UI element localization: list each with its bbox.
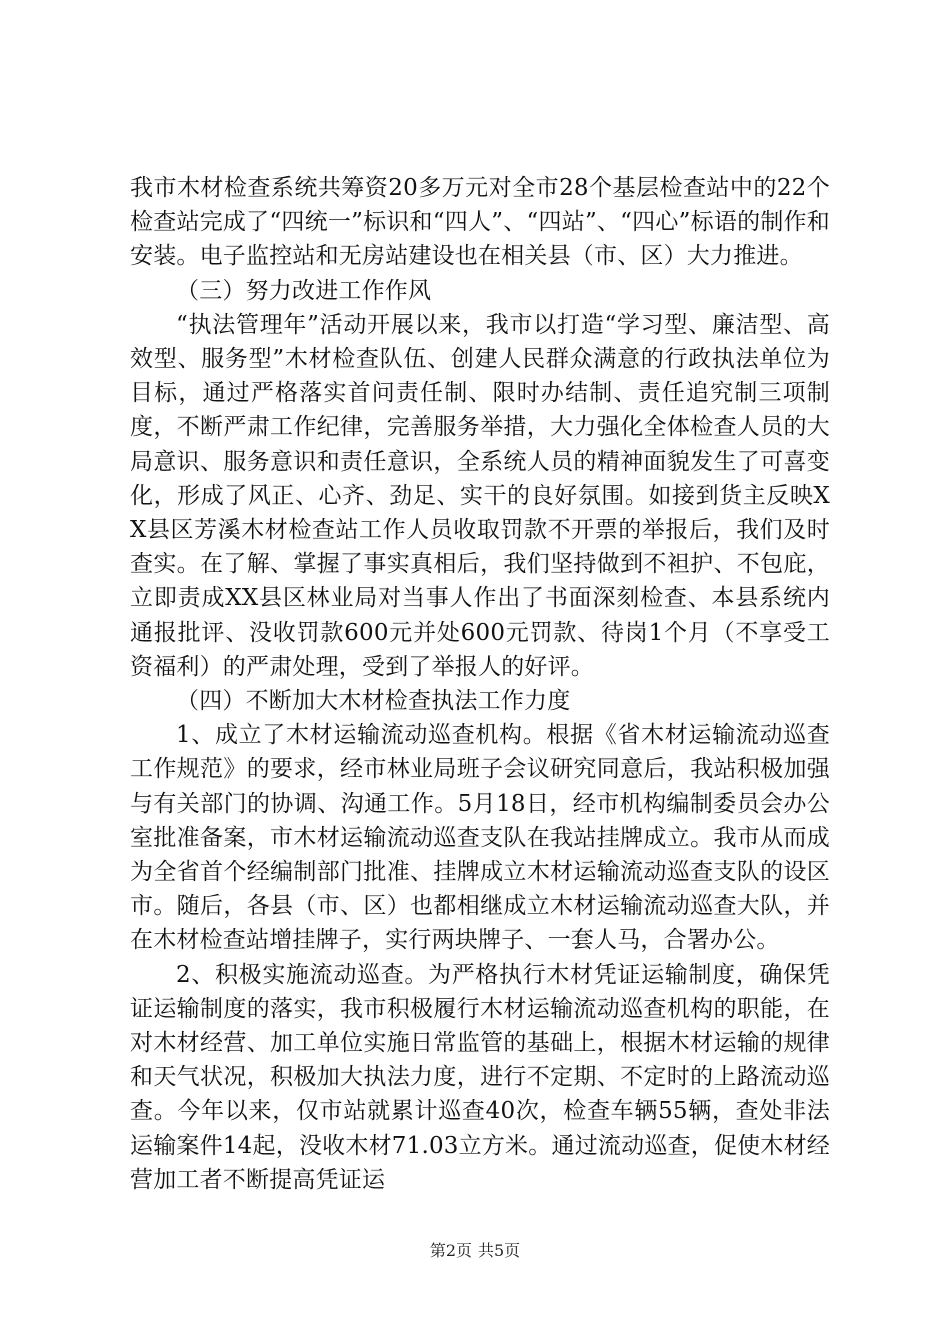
section-heading-4: （四）不断加大木材检查执法工作力度 [176, 688, 571, 715]
paragraph-work-style: “执法管理年”活动开展以来，我市以打造“学习型、廉洁型、高效型、服务型”木材检查队伍、创建人民群众满意的行政执法单位为目标，通过严格落实首问责任制、限时办结制、责任追究制三项制度，不断严肃工作纪律，完善服务举措，大力强化全体检查人员的大局意识、服务意识和责任意识，全系统人员的精神面貌发生了可喜变化，形成了风正、心齐、劲足、实干的良好氛围。如接到货主反映XX县区芳溪木材检查站工作人员收取罚款不开票的举报后，我们及时查实。在了解、掌握了事实真相后，我们坚持做到不袒护、不包庇，立即责成XX县区林业局对当事人作出了书面深刻检查、本县系统内通报批评、没收罚款600元并处600元罚款、待岗1个月（不享受工资福利）的严肃处理，受到了举报人的好评。 [130, 311, 830, 680]
page-footer [0, 1238, 950, 1261]
page-total: 共5页 [478, 1241, 521, 1260]
paragraph-continuation: 我市木材检查系统共筹资20多万元对全市28个基层检查站中的22个检查站完成了“四统一”标识和“四人”、“四站”、“四心”标语的制作和安装。电子监控站和无房站建设也在相关县（市、区）大力推进。 [130, 175, 830, 270]
section-heading-3: （三）努力改进工作作风 [176, 277, 432, 304]
document-body [130, 171, 830, 1197]
page-number: 第2页 [429, 1241, 472, 1260]
paragraph-patrol-agency: 1、成立了木材运输流动巡查机构。根据《省木材运输流动巡查工作规范》的要求，经市林业局班子会议研究同意后，我站积极加强与有关部门的协调、沟通工作。5月18日，经市机构编制委员会办公室批准备案，市木材运输流动巡查支队在我站挂牌成立。我市从而成为全省首个经编制部门批准、挂牌成立木材运输流动巡查支队的设区市。随后，各县（市、区）也都相继成立木材运输流动巡查大队，并在木材检查站增挂牌子，实行两块牌子、一套人马，合署办公。 [130, 722, 830, 954]
paragraph-mobile-patrol: 2、积极实施流动巡查。为严格执行木材凭证运输制度，确保凭证运输制度的落实，我市积极履行木材运输流动巡查机构的职能，在对木材经营、加工单位实施日常监管的基础上，根据木材运输的规律和天气状况，积极加大执法力度，进行不定期、不定时的上路流动巡查。今年以来，仅市站就累计巡查40次，检查车辆55辆，查处非法运输案件14起，没收木材71.03立方米。通过流动巡查，促使木材经营加工者不断提高凭证运 [130, 961, 830, 1193]
